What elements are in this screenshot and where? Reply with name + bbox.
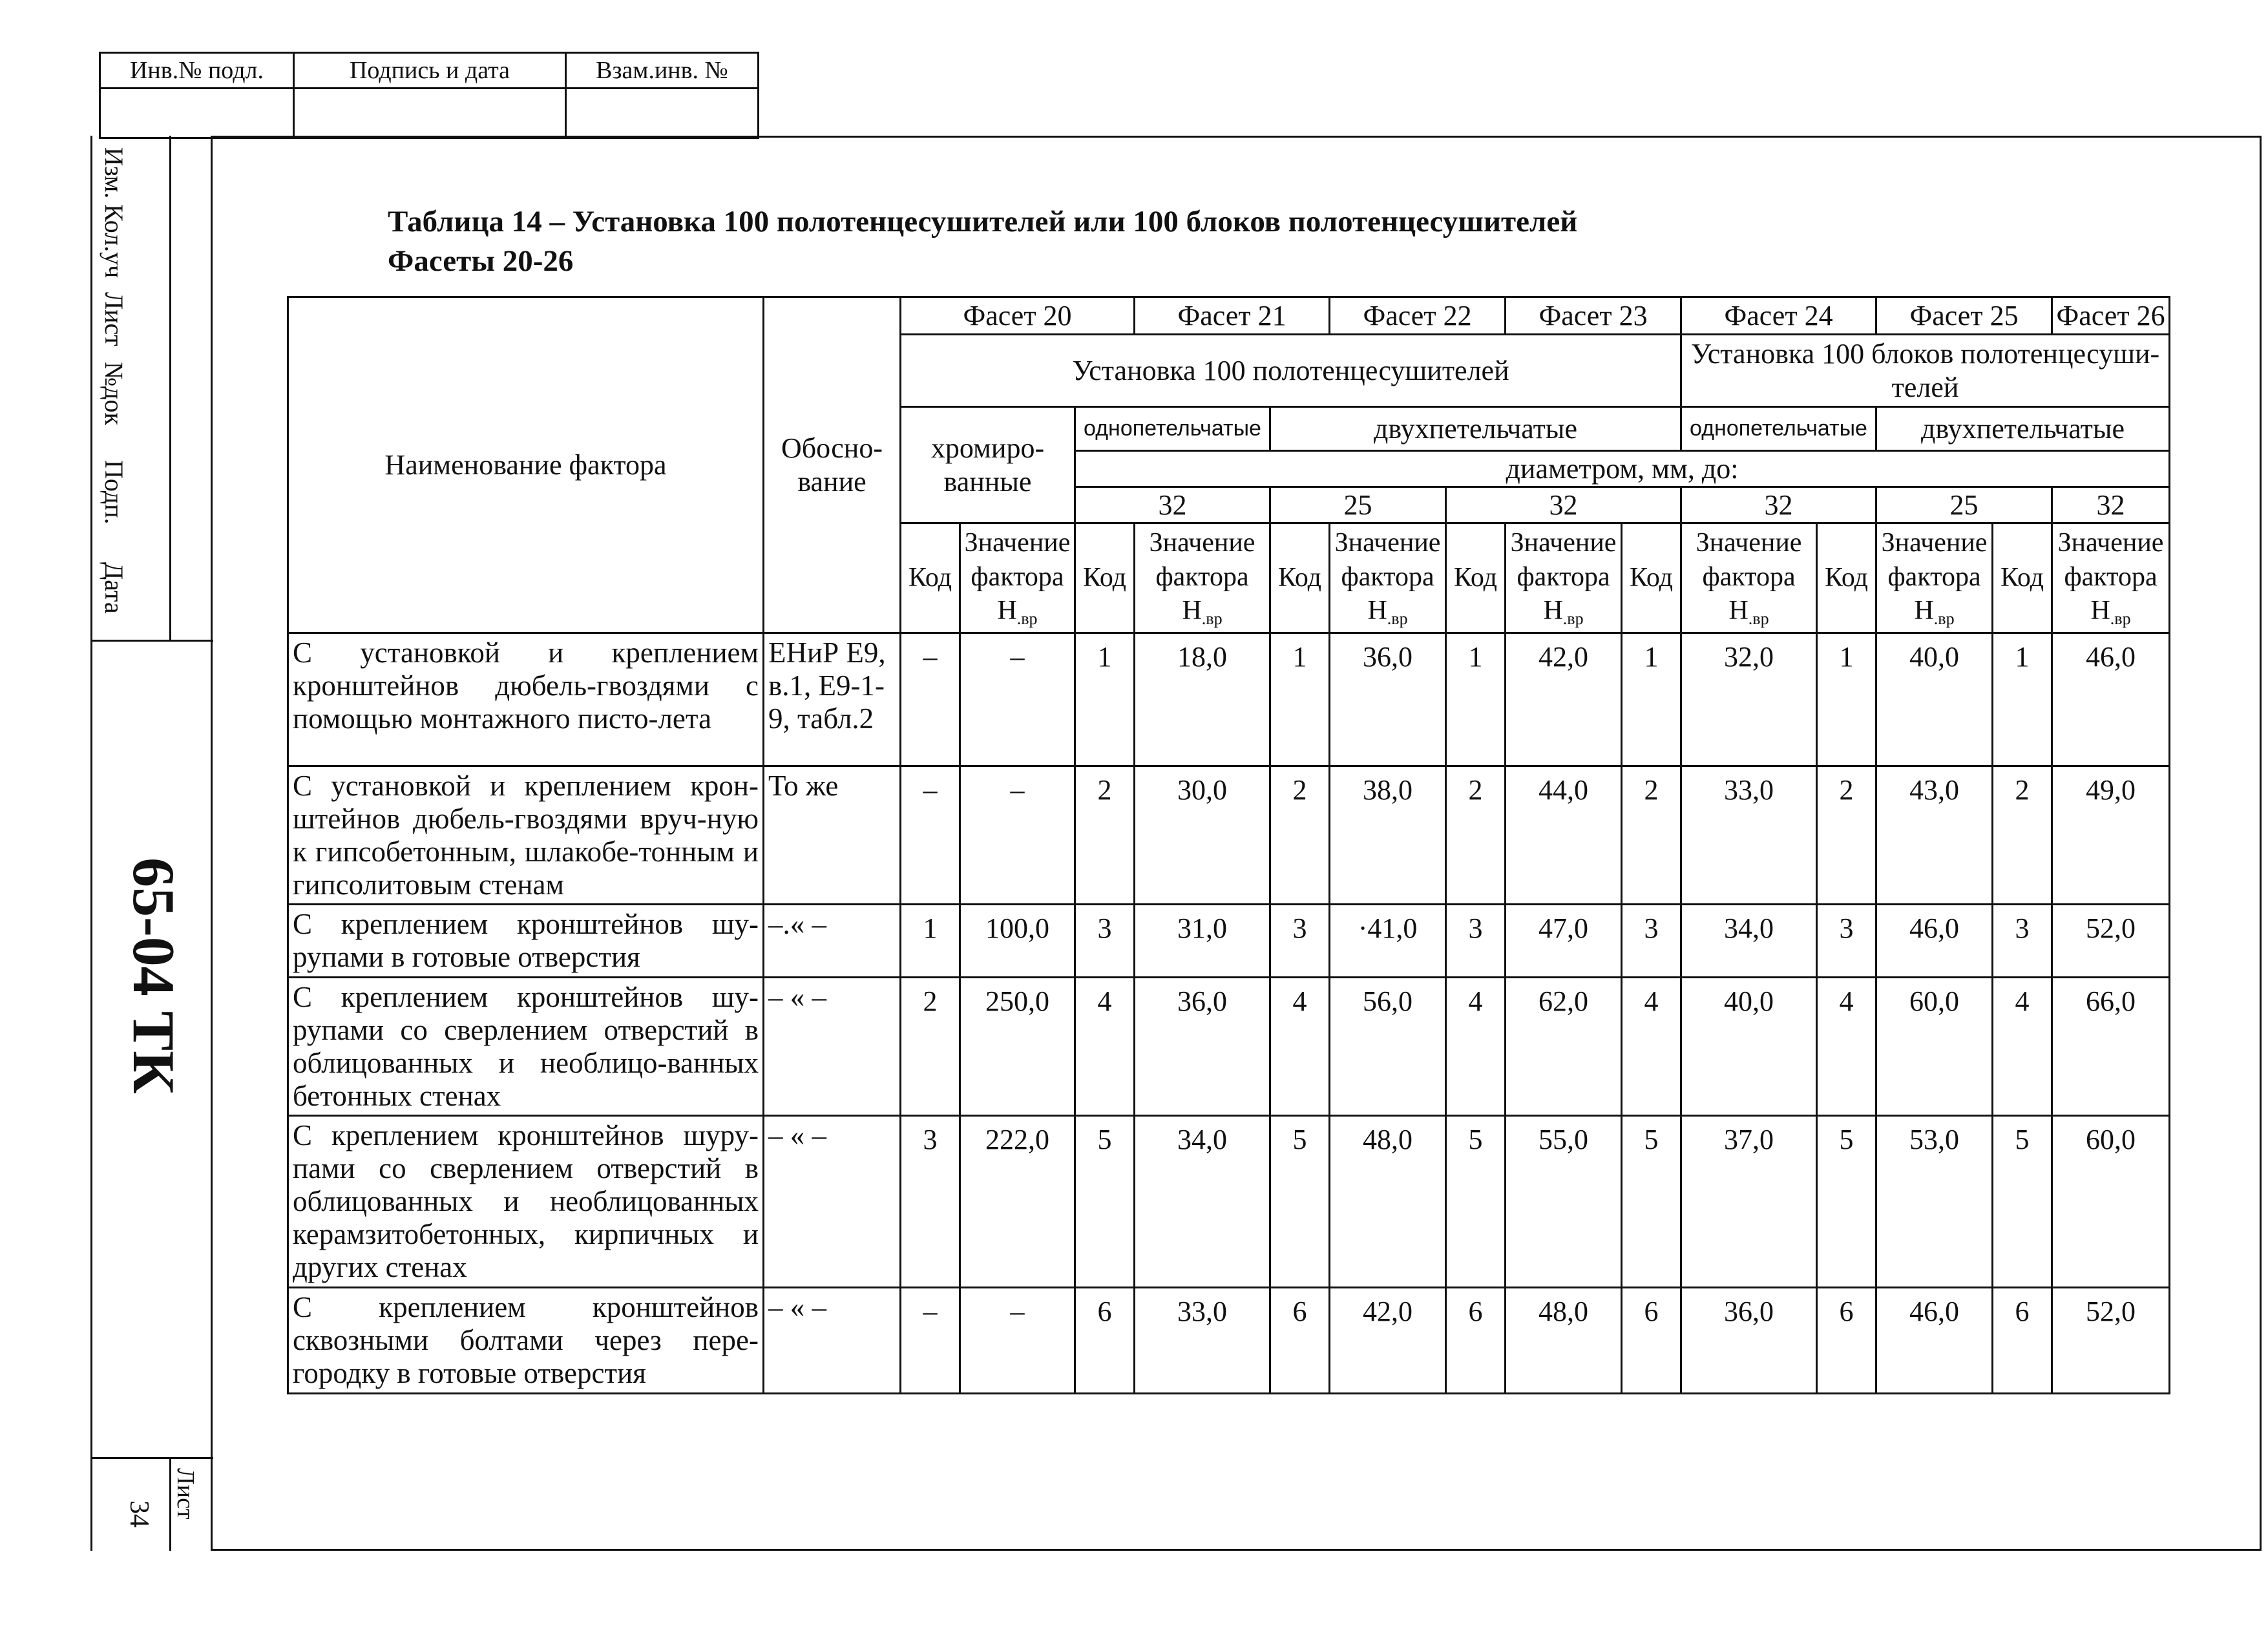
header-basis: Обосно-вание — [764, 297, 901, 633]
row-code-cell: 1 — [901, 905, 960, 978]
row-code-cell: 2 — [1993, 766, 2052, 905]
row-value-cell: – — [960, 766, 1075, 905]
table-row — [288, 1116, 2170, 1288]
row-basis: – « – — [764, 1116, 901, 1288]
group-towel-dryers: Установка 100 полотенцесушителей — [901, 335, 1681, 407]
strip-label-data: Дата — [100, 562, 129, 614]
row-value-cell: 55,0 — [1506, 1116, 1622, 1288]
norms-table — [287, 296, 2170, 1394]
strip-label-izm: Изм. — [100, 147, 129, 199]
row-value-cell: 60,0 — [1876, 978, 1993, 1116]
row-code-cell: 4 — [1270, 978, 1330, 1116]
row-value-cell: 37,0 — [1681, 1116, 1817, 1288]
header-code: Код — [1270, 523, 1330, 633]
stamp-inv-label: Инв.№ подл. — [129, 57, 264, 84]
row-code-cell: 4 — [1993, 978, 2052, 1116]
row-code-cell: 5 — [1446, 1116, 1506, 1288]
row-factor-name: С креплением кронштейнов шуру-пами со сверлением отверстий в облицованных и необлицованных керамзитобетонных, кирпичных и других стенах — [288, 1116, 764, 1288]
row-value-cell: 30,0 — [1135, 766, 1270, 905]
row-value-cell: 36,0 — [1681, 1288, 1817, 1394]
strip-label-ndok: №док — [100, 362, 129, 425]
row-value-cell: 250,0 — [960, 978, 1075, 1116]
table-row — [288, 766, 2170, 905]
row-value-cell: 100,0 — [960, 905, 1075, 978]
row-code-cell: 3 — [901, 1116, 960, 1288]
row-value-cell: 43,0 — [1876, 766, 1993, 905]
row-code-cell: 1 — [1270, 633, 1330, 766]
strip-label-list: Лист — [100, 292, 129, 346]
sheet-number: 34 — [124, 1500, 154, 1528]
row-basis: То же — [764, 766, 901, 905]
diameter-f25: 25 — [1876, 487, 2052, 523]
row-value-cell: 38,0 — [1330, 766, 1446, 905]
row-code-cell: – — [901, 766, 960, 905]
row-value-cell: 31,0 — [1135, 905, 1270, 978]
header-code: Код — [1817, 523, 1876, 633]
row-value-cell: 56,0 — [1330, 978, 1446, 1116]
document-code: 65-04 ТК — [121, 857, 187, 1094]
header-double-loop-2: двухпетельчатые — [1876, 407, 2170, 451]
row-value-cell: 33,0 — [1681, 766, 1817, 905]
row-value-cell: 46,0 — [2052, 633, 2170, 766]
stamp-block — [99, 52, 759, 139]
row-value-cell: 34,0 — [1681, 905, 1817, 978]
header-single-loop-1: однопетельчатые — [1075, 407, 1270, 451]
row-code-cell: 6 — [1446, 1288, 1506, 1394]
facets-subtitle: Фасеты 20-26 — [388, 244, 574, 278]
row-value-cell: 18,0 — [1135, 633, 1270, 766]
row-value-cell: ·41,0 — [1330, 905, 1446, 978]
header-value: Значение фактора $Н_{.вр}$ — [1681, 523, 1817, 633]
row-code-cell: – — [901, 1288, 960, 1394]
facet-25: Фасет 25 — [1876, 297, 2052, 335]
table-row — [288, 978, 2170, 1116]
header-chromed: хромиро-ванные — [901, 407, 1075, 523]
row-code-cell: 3 — [1270, 905, 1330, 978]
row-value-cell: 62,0 — [1506, 978, 1622, 1116]
header-code: Код — [901, 523, 960, 633]
row-basis: ЕНиР Е9, в.1, Е9-1-9, табл.2 — [764, 633, 901, 766]
row-factor-name: С установкой и креплением кронштейнов дюбель-гвоздями с помощью монтажного писто-лета — [288, 633, 764, 766]
row-code-cell: 3 — [1075, 905, 1135, 978]
row-value-cell: 34,0 — [1135, 1116, 1270, 1288]
row-value-cell: 53,0 — [1876, 1116, 1993, 1288]
row-value-cell: – — [960, 633, 1075, 766]
row-value-cell: 32,0 — [1681, 633, 1817, 766]
row-code-cell: 3 — [1817, 905, 1876, 978]
row-code-cell: 5 — [1622, 1116, 1681, 1288]
row-value-cell: 44,0 — [1506, 766, 1622, 905]
table-row — [288, 905, 2170, 978]
row-code-cell: 3 — [1622, 905, 1681, 978]
row-code-cell: 4 — [1622, 978, 1681, 1116]
header-diameter: диаметром, мм, до: — [1075, 451, 2170, 487]
facet-22: Фасет 22 — [1330, 297, 1506, 335]
table-row — [288, 633, 2170, 766]
row-basis: – « – — [764, 1288, 901, 1394]
diameter-f26: 32 — [2052, 487, 2170, 523]
row-code-cell: 6 — [1270, 1288, 1330, 1394]
diameter-f21: 32 — [1075, 487, 1270, 523]
diameter-f22: 25 — [1270, 487, 1446, 523]
table-title: Таблица 14 – Установка 100 полотенцесушителей или 100 блоков полотенцесушителей — [388, 205, 1578, 238]
header-single-loop-2: однопетельчатые — [1681, 407, 1876, 451]
row-code-cell: 6 — [1817, 1288, 1876, 1394]
row-value-cell: 40,0 — [1681, 978, 1817, 1116]
row-value-cell: 66,0 — [2052, 978, 2170, 1116]
row-value-cell: 222,0 — [960, 1116, 1075, 1288]
row-code-cell: 2 — [1622, 766, 1681, 905]
row-factor-name: С креплением кронштейнов шу-рупами в готовые отверстия — [288, 905, 764, 978]
facet-23: Фасет 23 — [1506, 297, 1681, 335]
header-double-loop-1: двухпетельчатые — [1270, 407, 1681, 451]
row-code-cell: 6 — [1075, 1288, 1135, 1394]
row-code-cell: 1 — [1446, 633, 1506, 766]
sheet-label: Лист — [172, 1468, 199, 1520]
row-code-cell: – — [901, 633, 960, 766]
strip-label-podp: Подп. — [100, 460, 129, 525]
row-code-cell: 4 — [1075, 978, 1135, 1116]
header-code: Код — [1993, 523, 2052, 633]
header-value: Значение фактора $Н_{.вр}$ — [1876, 523, 1993, 633]
row-code-cell: 1 — [1993, 633, 2052, 766]
diameter-f23: 32 — [1446, 487, 1681, 523]
row-code-cell: 3 — [1993, 905, 2052, 978]
row-code-cell: 1 — [1817, 633, 1876, 766]
row-code-cell: 5 — [1993, 1116, 2052, 1288]
row-code-cell: 6 — [1622, 1288, 1681, 1394]
row-value-cell: 36,0 — [1135, 978, 1270, 1116]
row-value-cell: 49,0 — [2052, 766, 2170, 905]
row-code-cell: 5 — [1270, 1116, 1330, 1288]
header-value: Значение фактора $Н_{.вр}$ — [1135, 523, 1270, 633]
row-code-cell: 5 — [1817, 1116, 1876, 1288]
side-strip — [90, 136, 213, 1551]
row-code-cell: 2 — [1817, 766, 1876, 905]
row-code-cell: 1 — [1075, 633, 1135, 766]
row-value-cell: 42,0 — [1506, 633, 1622, 766]
row-factor-name: С установкой и креплением крон-штейнов дюбель-гвоздями вруч-ную к гипсобетонным, шлакобе-тонным и гипсолитовым стенам — [288, 766, 764, 905]
row-code-cell: 4 — [1817, 978, 1876, 1116]
header-value: Значение фактора $Н_{.вр}$ — [960, 523, 1075, 633]
header-value: Значение фактора $Н_{.вр}$ — [1506, 523, 1622, 633]
strip-label-kol: Кол.уч — [100, 204, 129, 278]
row-basis: – « – — [764, 978, 901, 1116]
stamp-replace-label: Взам.инв. № — [596, 57, 728, 84]
row-code-cell: 1 — [1622, 633, 1681, 766]
row-code-cell: 2 — [1446, 766, 1506, 905]
row-value-cell: 47,0 — [1506, 905, 1622, 978]
header-factor-name: Наименование фактора — [288, 297, 764, 633]
row-value-cell: 42,0 — [1330, 1288, 1446, 1394]
row-value-cell: 52,0 — [2052, 905, 2170, 978]
header-value: Значение фактора $Н_{.вр}$ — [1330, 523, 1446, 633]
row-code-cell: 3 — [1446, 905, 1506, 978]
row-factor-name: С креплением кронштейнов шу-рупами со сверлением отверстий в облицованных и необлицо-ванных бетонных стенах — [288, 978, 764, 1116]
table-row — [288, 1288, 2170, 1394]
row-code-cell: 2 — [901, 978, 960, 1116]
diameter-f24: 32 — [1681, 487, 1876, 523]
row-code-cell: 2 — [1270, 766, 1330, 905]
row-factor-name: С креплением кронштейнов сквозными болтами через пере-городку в готовые отверстия — [288, 1288, 764, 1394]
row-value-cell: 48,0 — [1506, 1288, 1622, 1394]
row-code-cell: 6 — [1993, 1288, 2052, 1394]
row-value-cell: 52,0 — [2052, 1288, 2170, 1394]
row-code-cell: 5 — [1075, 1116, 1135, 1288]
facet-20: Фасет 20 — [901, 297, 1135, 335]
row-value-cell: 40,0 — [1876, 633, 1993, 766]
group-towel-dryer-blocks: Установка 100 блоков полотенцесуши-телей — [1681, 335, 2170, 407]
header-code: Код — [1075, 523, 1135, 633]
header-code: Код — [1446, 523, 1506, 633]
row-value-cell: 48,0 — [1330, 1116, 1446, 1288]
row-basis: –.« – — [764, 905, 901, 978]
row-code-cell: 2 — [1075, 766, 1135, 905]
row-value-cell: 33,0 — [1135, 1288, 1270, 1394]
facet-24: Фасет 24 — [1681, 297, 1876, 335]
facet-21: Фасет 21 — [1135, 297, 1330, 335]
header-value: Значение фактора $Н_{.вр}$ — [2052, 523, 2170, 633]
row-value-cell: 36,0 — [1330, 633, 1446, 766]
facet-26: Фасет 26 — [2052, 297, 2170, 335]
row-value-cell: 46,0 — [1876, 1288, 1993, 1394]
header-code: Код — [1622, 523, 1681, 633]
row-value-cell: – — [960, 1288, 1075, 1394]
stamp-signature-label: Подпись и дата — [349, 57, 510, 84]
row-code-cell: 4 — [1446, 978, 1506, 1116]
row-value-cell: 46,0 — [1876, 905, 1993, 978]
row-value-cell: 60,0 — [2052, 1116, 2170, 1288]
